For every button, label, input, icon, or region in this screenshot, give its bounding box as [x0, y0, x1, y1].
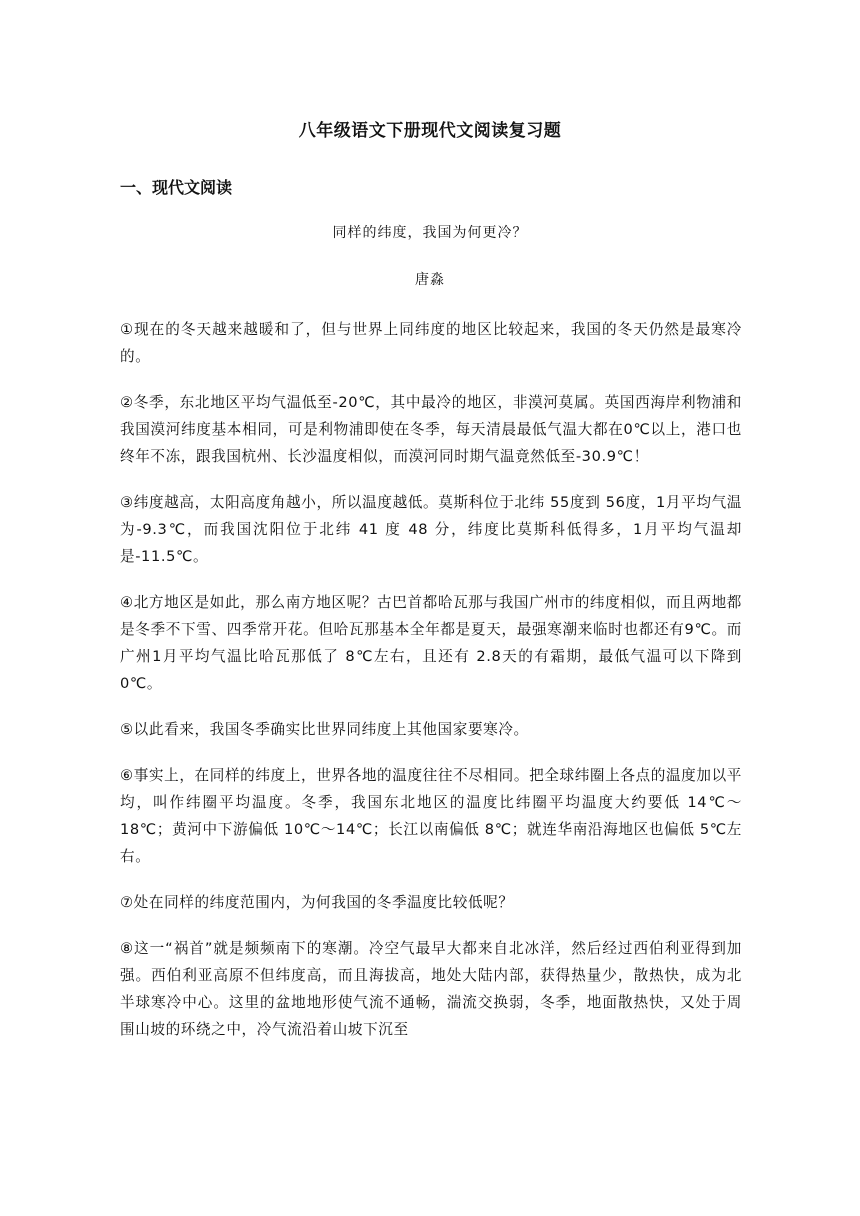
article-title: 同样的纬度，我国为何更冷？: [332, 225, 528, 241]
article-author: 唐淼: [415, 272, 445, 288]
paragraph-8: ⑧这一“祸首”就是频频南下的寒潮。冷空气最早大都来自北冰洋，然后经过西伯利亚得到加强。西伯利亚高原不但纬度高，而且海拔高，地处大陆内部，获得热量少，散热快，成为北半球寒冷中心。这里的盆地地形使气流不通畅，湍流交换弱，冬季，地面散热快，又处于周围山坡的环绕之中，冷气流沿着山坡下沉至: [120, 940, 742, 1038]
paragraph-3: ③纬度越高，太阳高度角越小，所以温度越低。莫斯科位于北纬 55度到 56度，1月平均气温为-9.3℃，而我国沈阳位于北纬 41 度 48 分，纬度比莫斯科低得多，1月平均气温却是-11.5℃。: [120, 494, 742, 565]
paragraph-5: ⑤以此看来，我国冬季确实比世界同纬度上其他国家要寒冷。: [120, 721, 529, 738]
paragraph-7: ⑦处在同样的纬度范围内，为何我国的冬季温度比较低呢？: [120, 894, 514, 911]
paragraph-4: ④北方地区是如此，那么南方地区呢？古巴首都哈瓦那与我国广州市的纬度相似，而且两地都是冬季不下雪、四季常开花。但哈瓦那基本全年都是夏天，最强寒潮来临时也都还有9℃。而广州1月平均气温比哈瓦那低了 8℃左右，且还有 2.8天的有霜期，最低气温可以下降到0℃。: [120, 594, 742, 692]
paragraph-2: ②冬季，东北地区平均气温低至-20℃，其中最冷的地区，非漠河莫属。英国西海岸利物浦和我国漠河纬度基本相同，可是利物浦即使在冬季，每天清晨最低气温大都在0℃以上，港口也终年不冻，跟我国杭州、长沙温度相似，而漠河同时期气温竟然低至-30.9℃！: [120, 394, 742, 465]
paragraph-1: ①现在的冬天越来越暖和了，但与世界上同纬度的地区比较起来，我国的冬天仍然是最寒冷的。: [120, 321, 742, 365]
paragraph-6: ⑥事实上，在同样的纬度上，世界各地的温度往往不尽相同。把全球纬圈上各点的温度加以平均，叫作纬圈平均温度。冬季，我国东北地区的温度比纬圈平均温度大约要低 14℃～18℃；黄河中下游偏低 10℃～14℃；长江以南偏低 8℃；就连华南沿海地区也偏低 5℃左右。: [120, 767, 742, 865]
section-heading: 一、现代文阅读: [120, 178, 233, 197]
article-body: [120, 316, 742, 1062]
document-title: 八年级语文下册现代文阅读复习题: [298, 121, 562, 141]
